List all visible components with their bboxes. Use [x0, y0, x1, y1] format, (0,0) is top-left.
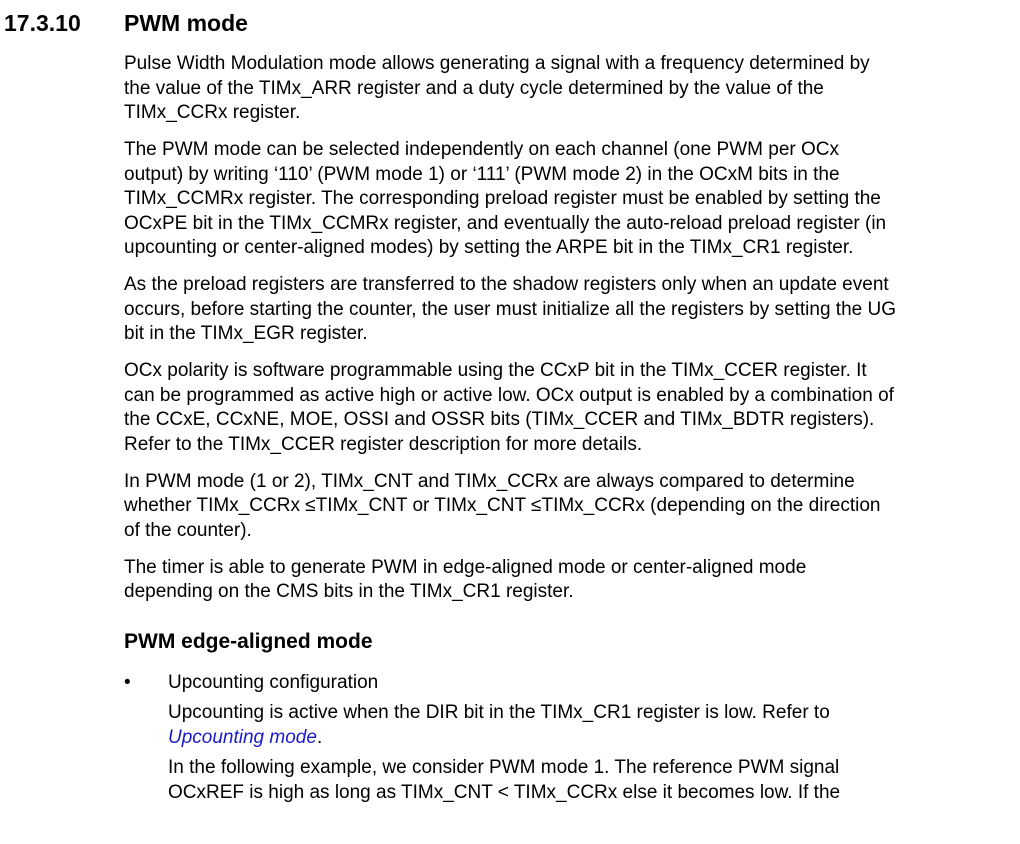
- text-line: As the preload registers are transferred to the shadow registers only when an update event: [124, 274, 889, 295]
- section-title: PWM mode: [124, 10, 248, 36]
- text-line: [168, 726, 984, 751]
- text-line: whether TIMx_CCRx ≤TIMx_CNT or TIMx_CNT ≤TIMx_CCRx (depending on the direction: [124, 495, 881, 516]
- paragraph-alignment: [124, 556, 984, 605]
- section-number: 17.3.10: [4, 10, 81, 36]
- text-line: of the counter).: [124, 519, 252, 541]
- paragraph-pwm-intro: [124, 52, 984, 126]
- text-line: Pulse Width Modulation mode allows generating a signal with a frequency determined by: [124, 53, 870, 74]
- text-line: The PWM mode can be selected independently on each channel (one PWM per OCx: [124, 139, 839, 160]
- paragraph-polarity: [124, 359, 984, 457]
- text-line: depending on the CMS bits in the TIMx_CR1 register.: [124, 581, 574, 602]
- text-line: In PWM mode (1 or 2), TIMx_CNT and TIMx_CCRx are always compared to determine: [124, 470, 855, 492]
- text-line: In the following example, we consider PWM mode 1. The reference PWM signal: [168, 757, 840, 778]
- text-line: OCxREF is high as long as TIMx_CNT < TIMx_CCRx else it becomes low. If the: [168, 781, 841, 803]
- link-suffix: .: [316, 726, 323, 748]
- paragraph-mode-selection: [124, 138, 984, 261]
- upcounting-mode-link[interactable]: Upcounting mode: [168, 726, 317, 748]
- paragraph-upcounting-desc: [168, 701, 984, 750]
- text-line: the CCxE, CCxNE, MOE, OSSI and OSSR bits (TIMx_CCER and TIMx_BDTR registers).: [124, 409, 875, 430]
- subsection-title: PWM edge-aligned mode: [124, 629, 373, 653]
- text-line: upcounting or center-aligned modes) by setting the ARPE bit in the TIMx_CR1 register.: [124, 237, 854, 258]
- bullet-icon: •: [124, 671, 131, 693]
- text-line: occurs, before starting the counter, the user must initialize all the registers by setting the UG: [124, 298, 896, 320]
- text-line: Refer to the TIMx_CCER register description for more details.: [124, 433, 643, 455]
- text-line: TIMx_CCRx register.: [124, 102, 301, 123]
- text-line: bit in the TIMx_EGR register.: [124, 323, 368, 344]
- text-line: the value of the TIMx_ARR register and a duty cycle determined by the value of the: [124, 77, 824, 99]
- text-line: Upcounting is active when the DIR bit in the TIMx_CR1 register is low. Refer to: [168, 702, 830, 723]
- text-line: can be programmed as active high or active low. OCx output is enabled by a combination of: [124, 384, 894, 406]
- text-line: OCx polarity is software programmable using the CCxP bit in the TIMx_CCER register. It: [124, 360, 867, 381]
- section-body: [124, 52, 984, 811]
- text-line: TIMx_CCMRx register. The corresponding preload register must be enabled by setting the: [124, 188, 881, 209]
- paragraph-example: [168, 756, 984, 805]
- paragraph-preload: [124, 273, 984, 347]
- text-line: OCxPE bit in the TIMx_CCMRx register, and eventually the auto-reload preload register (in: [124, 212, 887, 234]
- bullet-item-upcounting: [124, 671, 984, 806]
- text-line: Upcounting configuration: [168, 671, 379, 693]
- text-line: output) by writing ‘110’ (PWM mode 1) or ‘111’ (PWM mode 2) in the OCxM bits in the: [124, 163, 840, 185]
- paragraph-comparison: [124, 470, 984, 544]
- bullet-label: [168, 671, 984, 696]
- text-line: The timer is able to generate PWM in edge-aligned mode or center-aligned mode: [124, 556, 807, 578]
